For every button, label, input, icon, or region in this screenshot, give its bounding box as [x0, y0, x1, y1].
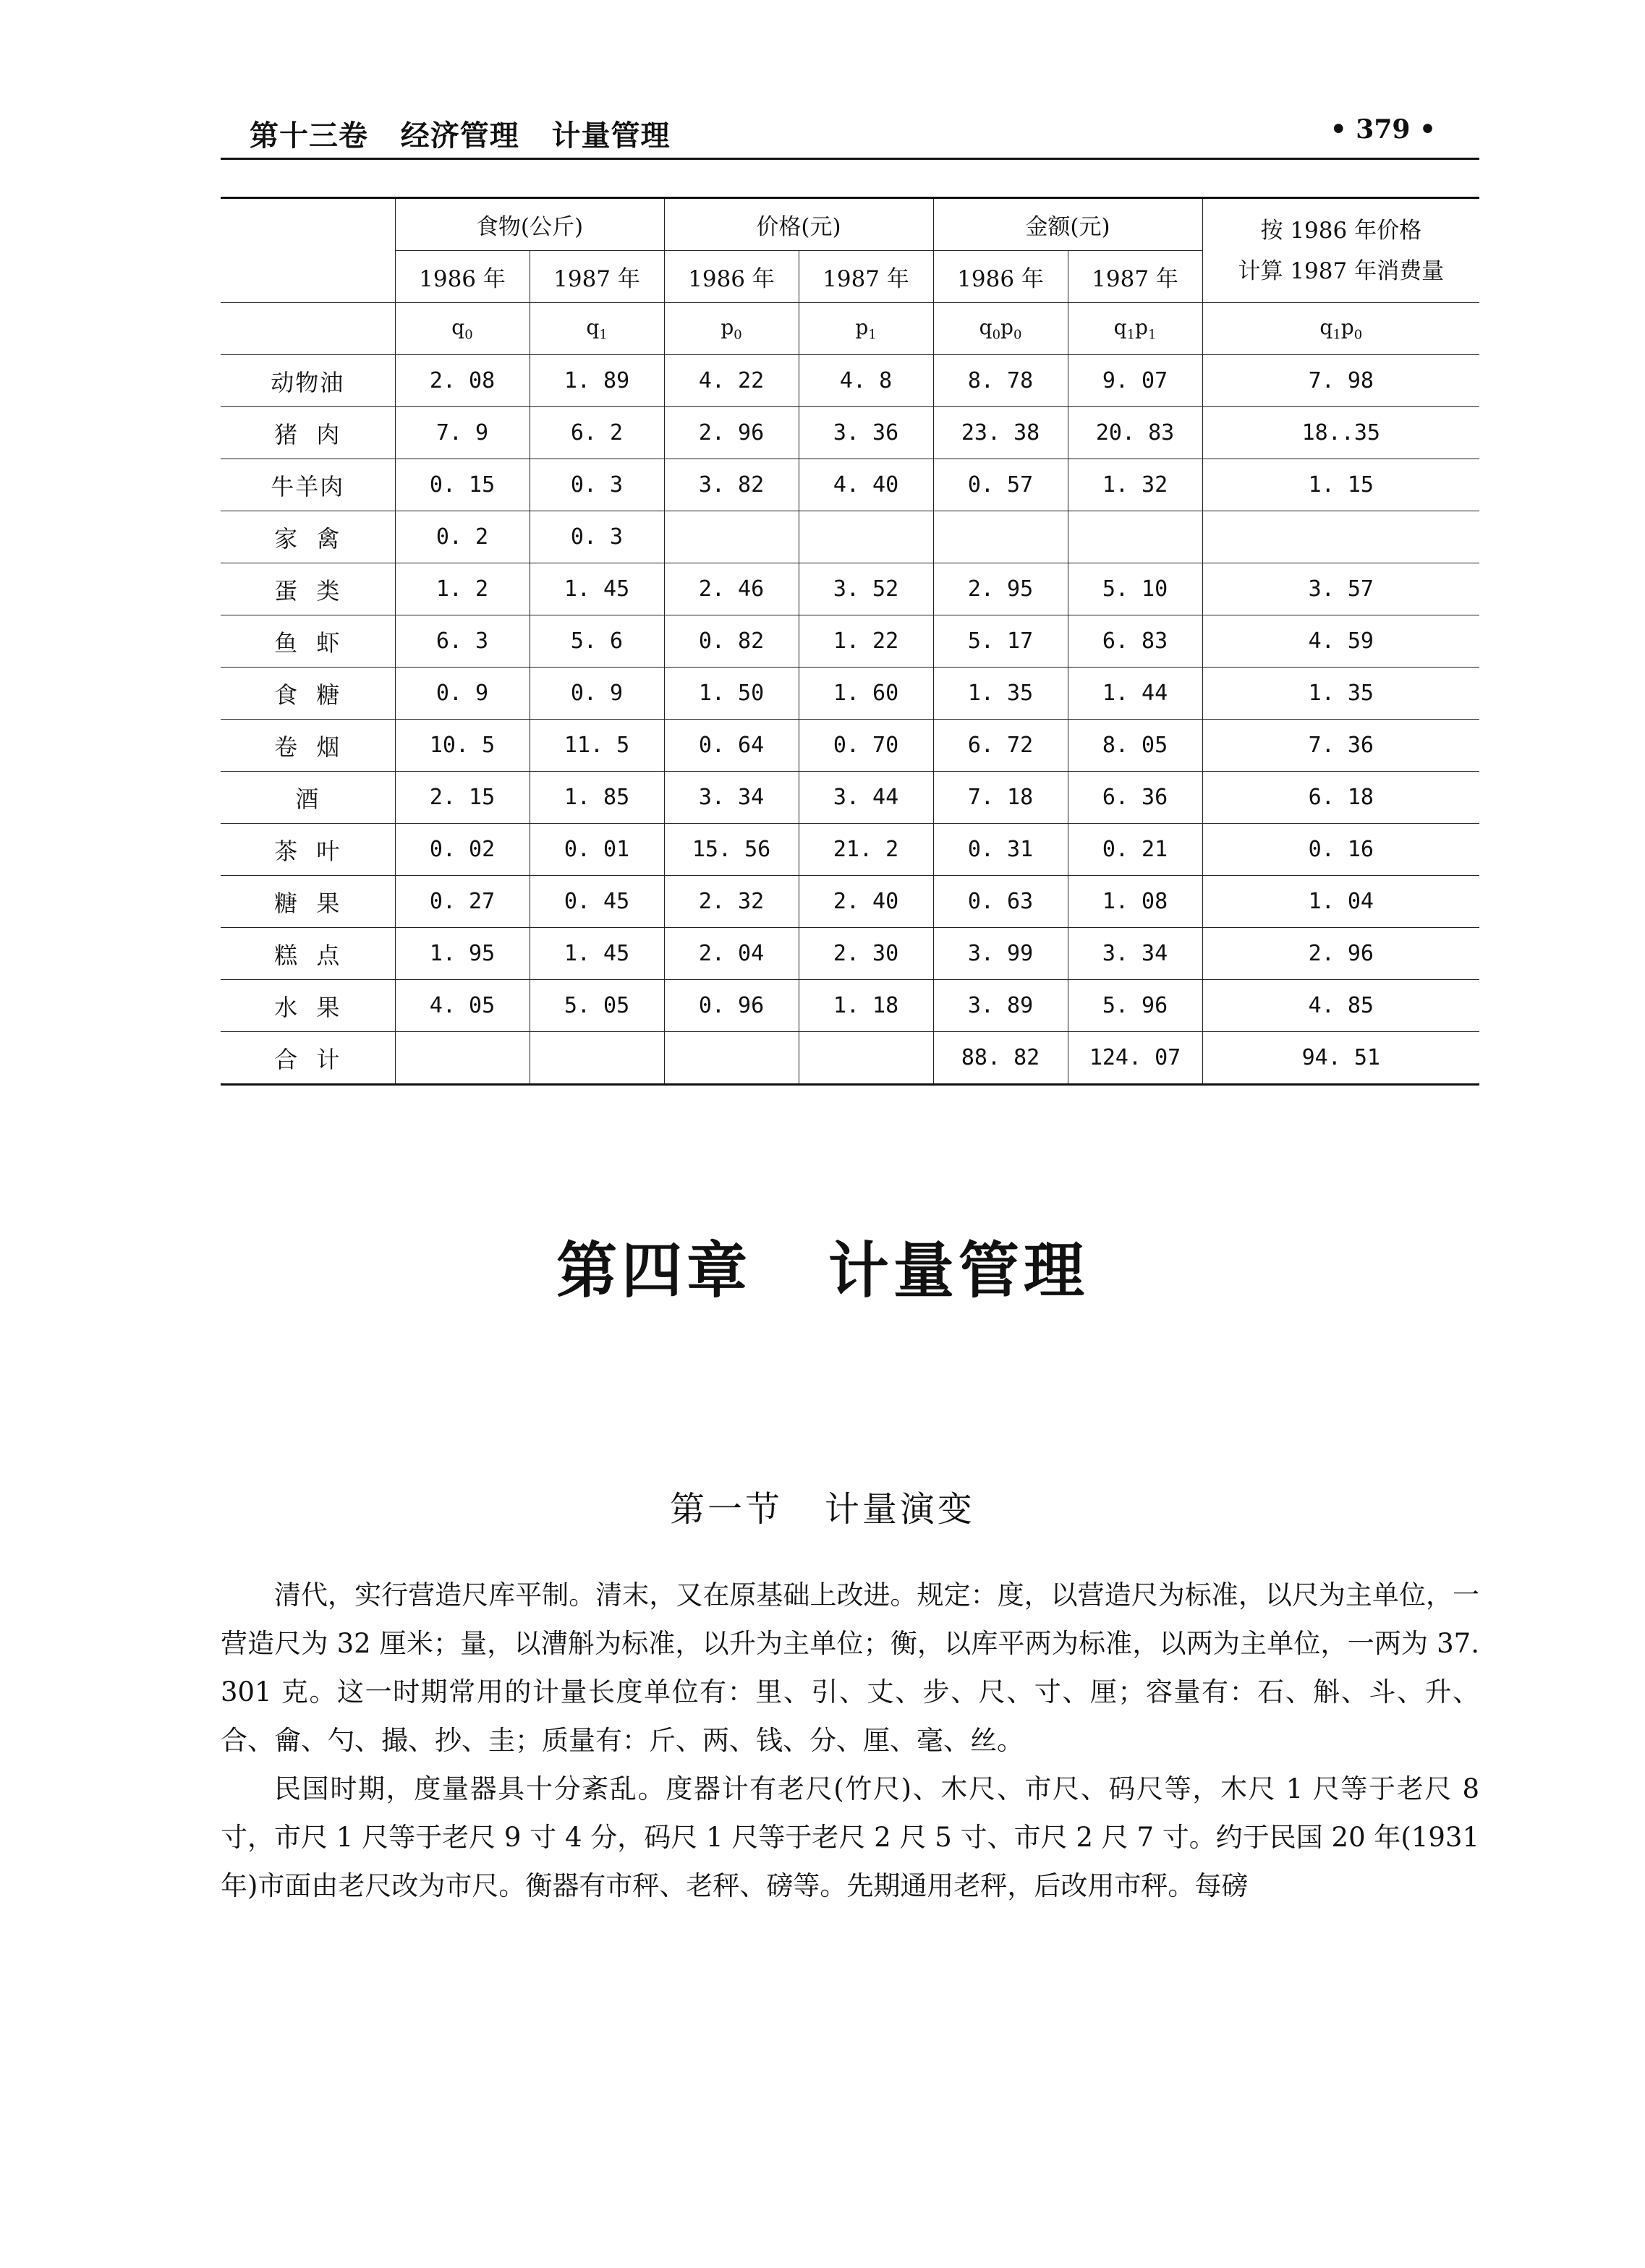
chapter-title: 第四章 计量管理	[556, 1235, 1089, 1306]
row-label: 糖 果	[221, 876, 395, 928]
table-cell: 124. 07	[1068, 1032, 1202, 1085]
table-cell: 2. 08	[395, 355, 530, 407]
header-group-price: 价格(元)	[664, 198, 933, 251]
row-label: 合 计	[221, 1032, 395, 1085]
header-symbol: $p_1$	[799, 303, 933, 355]
table-cell: 4. 59	[1202, 615, 1479, 668]
consumption-table	[221, 197, 1479, 1086]
table-row	[221, 668, 1479, 720]
header-symbol: $q_1$	[530, 303, 664, 355]
table-row	[221, 459, 1479, 511]
body-text	[221, 1571, 1479, 1910]
table-cell: 0. 70	[799, 720, 933, 772]
table-cell: 0. 63	[933, 876, 1068, 928]
row-label: 牛羊肉	[221, 459, 395, 511]
table-cell: 0. 21	[1068, 824, 1202, 876]
table-cell: 0. 31	[933, 824, 1068, 876]
header-note-line-2: 计算 1987 年消费量	[1238, 257, 1445, 284]
page-number: • 379 •	[1330, 114, 1436, 145]
table-cell: 1. 22	[799, 615, 933, 668]
table-cell: 1. 44	[1068, 668, 1202, 720]
table-cell: 15. 56	[664, 824, 799, 876]
table-cell: 1. 89	[530, 355, 664, 407]
table-cell: 2. 32	[664, 876, 799, 928]
table-cell: 0. 57	[933, 459, 1068, 511]
table-cell: 4. 8	[799, 355, 933, 407]
table-cell: 5. 05	[530, 980, 664, 1032]
table-cell: 7. 98	[1202, 355, 1479, 407]
table-row	[221, 511, 1479, 563]
table-cell: 0. 02	[395, 824, 530, 876]
header-group-food: 食物(公斤)	[395, 198, 664, 251]
table-cell: 0. 3	[530, 511, 664, 563]
table-cell: 3. 82	[664, 459, 799, 511]
table-cell: 3. 57	[1202, 563, 1479, 615]
table-cell: 5. 96	[1068, 980, 1202, 1032]
table-row	[221, 563, 1479, 615]
table-row	[221, 928, 1479, 980]
table-row	[221, 824, 1479, 876]
header-corner-cell	[221, 198, 395, 303]
table-cell	[799, 511, 933, 563]
table-cell: 1. 08	[1068, 876, 1202, 928]
table-row	[221, 772, 1479, 824]
table-cell: 11. 5	[530, 720, 664, 772]
row-label: 猪 肉	[221, 407, 395, 459]
table-cell: 1. 45	[530, 928, 664, 980]
table-cell: 0. 9	[530, 668, 664, 720]
table-row	[221, 615, 1479, 668]
row-label: 茶 叶	[221, 824, 395, 876]
running-title: 第十三卷 经济管理 计量管理	[250, 119, 671, 153]
table-cell: 1. 95	[395, 928, 530, 980]
header-row-groups	[221, 198, 1479, 251]
table-cell: 3. 52	[799, 563, 933, 615]
table-cell: 5. 10	[1068, 563, 1202, 615]
table-row	[221, 876, 1479, 928]
row-label: 蛋 类	[221, 563, 395, 615]
table-cell: 2. 15	[395, 772, 530, 824]
table-cell: 1. 60	[799, 668, 933, 720]
table-cell: 0. 82	[664, 615, 799, 668]
table-cell: 0. 45	[530, 876, 664, 928]
table-cell	[395, 1032, 530, 1085]
header-year: 1986 年	[933, 251, 1068, 303]
table-cell: 0. 15	[395, 459, 530, 511]
table-cell: 0. 27	[395, 876, 530, 928]
table-cell: 2. 30	[799, 928, 933, 980]
row-label: 水 果	[221, 980, 395, 1032]
table-cell: 0. 3	[530, 459, 664, 511]
table-cell: 5. 6	[530, 615, 664, 668]
header-year: 1987 年	[1068, 251, 1202, 303]
table-cell: 2. 95	[933, 563, 1068, 615]
table-cell: 0. 64	[664, 720, 799, 772]
table-cell: 10. 5	[395, 720, 530, 772]
table-cell: 94. 51	[1202, 1032, 1479, 1085]
header-year: 1986 年	[395, 251, 530, 303]
header-symbol: $q_0p_0$	[933, 303, 1068, 355]
table-cell	[530, 1032, 664, 1085]
table-cell: 0. 96	[664, 980, 799, 1032]
row-label: 食 糖	[221, 668, 395, 720]
row-label: 酒	[221, 772, 395, 824]
header-row-symbols	[221, 303, 1479, 355]
table-cell: 8. 78	[933, 355, 1068, 407]
table-cell: 6. 18	[1202, 772, 1479, 824]
table-row	[221, 980, 1479, 1032]
table-cell: 4. 85	[1202, 980, 1479, 1032]
table-body	[221, 355, 1479, 1085]
table-cell: 4. 22	[664, 355, 799, 407]
header-group-amount: 金额(元)	[933, 198, 1202, 251]
header-year: 1986 年	[664, 251, 799, 303]
table-cell: 21. 2	[799, 824, 933, 876]
table-cell: 1. 18	[799, 980, 933, 1032]
table-cell: 0. 16	[1202, 824, 1479, 876]
table-cell: 6. 36	[1068, 772, 1202, 824]
header-symbol: $q_1p_1$	[1068, 303, 1202, 355]
table-cell: 3. 99	[933, 928, 1068, 980]
table-cell: 7. 18	[933, 772, 1068, 824]
table-cell: 1. 35	[933, 668, 1068, 720]
table-cell: 1. 50	[664, 668, 799, 720]
table-cell: 6. 3	[395, 615, 530, 668]
header-year: 1987 年	[799, 251, 933, 303]
table-row	[221, 355, 1479, 407]
table-cell: 2. 46	[664, 563, 799, 615]
header-year: 1987 年	[530, 251, 664, 303]
row-label: 家 禽	[221, 511, 395, 563]
table-header	[221, 198, 1479, 355]
table-cell: 4. 05	[395, 980, 530, 1032]
table-cell: 9. 07	[1068, 355, 1202, 407]
header-note-line-1: 按 1986 年价格	[1260, 217, 1422, 244]
table-cell: 0. 2	[395, 511, 530, 563]
table-cell	[799, 1032, 933, 1085]
table-cell: 4. 40	[799, 459, 933, 511]
table-cell	[933, 511, 1068, 563]
table-cell: 7. 9	[395, 407, 530, 459]
table-cell: 1. 35	[1202, 668, 1479, 720]
table-cell: 6. 2	[530, 407, 664, 459]
table-cell: 3. 34	[1068, 928, 1202, 980]
table-cell: 20. 83	[1068, 407, 1202, 459]
paragraph: 民国时期，度量器具十分紊乱。度器计有老尺(竹尺)、木尺、市尺、码尺等，木尺 1 尺等于老尺 8 寸，市尺 1 尺等于老尺 9 寸 4 分，码尺 1 尺等于老尺 2 尺 5 寸、市尺 2 尺 7 寸。约于民国 20 年(1931 年)市面由老尺改为市尺。衡器有市秤、老秤、磅等。先期通用老秤，后改用市秤。每磅	[221, 1773, 1479, 1901]
header-symbol-blank	[221, 303, 395, 355]
row-label: 鱼 虾	[221, 615, 395, 668]
table-cell	[664, 1032, 799, 1085]
table-row	[221, 1032, 1479, 1085]
table-cell: 0. 9	[395, 668, 530, 720]
table-cell: 5. 17	[933, 615, 1068, 668]
table-cell: 23. 38	[933, 407, 1068, 459]
table-cell: 1. 2	[395, 563, 530, 615]
page-header	[221, 108, 1479, 160]
header-symbol: $q_1p_0$	[1202, 303, 1479, 355]
table-cell: 3. 34	[664, 772, 799, 824]
table-cell: 2. 96	[1202, 928, 1479, 980]
table-cell: 18..35	[1202, 407, 1479, 459]
table-cell: 2. 04	[664, 928, 799, 980]
header-note	[1202, 198, 1479, 303]
table-row	[221, 720, 1479, 772]
row-label: 卷 烟	[221, 720, 395, 772]
table-cell: 6. 83	[1068, 615, 1202, 668]
section-title: 第一节 计量演变	[670, 1489, 975, 1530]
table-cell: 8. 05	[1068, 720, 1202, 772]
header-symbol: $q_0$	[395, 303, 530, 355]
table-row	[221, 407, 1479, 459]
table-cell: 1. 15	[1202, 459, 1479, 511]
table-cell	[1202, 511, 1479, 563]
table-cell: 7. 36	[1202, 720, 1479, 772]
row-label: 糕 点	[221, 928, 395, 980]
table-cell: 6. 72	[933, 720, 1068, 772]
table-cell: 2. 40	[799, 876, 933, 928]
header-symbol: $p_0$	[664, 303, 799, 355]
paragraph: 清代，实行营造尺库平制。清末，又在原基础上改进。规定：度，以营造尺为标准，以尺为主单位，一营造尺为 32 厘米；量，以漕斛为标准，以升为主单位；衡，以库平两为标准，以两为主单位，一两为 37. 301 克。这一时期常用的计量长度单位有：里、引、丈、步、尺、寸、厘；容量有：石、斛、斗、升、合、龠、勺、撮、抄、圭；质量有：斤、两、钱、分、厘、毫、丝。	[221, 1580, 1479, 1756]
table-cell: 3. 36	[799, 407, 933, 459]
table-cell: 3. 44	[799, 772, 933, 824]
table-cell	[1068, 511, 1202, 563]
table-cell: 1. 45	[530, 563, 664, 615]
table-cell: 2. 96	[664, 407, 799, 459]
table-cell: 1. 04	[1202, 876, 1479, 928]
consumption-table-container	[221, 197, 1479, 1086]
table-cell: 0. 01	[530, 824, 664, 876]
row-label: 动物油	[221, 355, 395, 407]
table-cell: 1. 85	[530, 772, 664, 824]
table-cell: 3. 89	[933, 980, 1068, 1032]
table-cell	[664, 511, 799, 563]
table-cell: 88. 82	[933, 1032, 1068, 1085]
table-cell: 1. 32	[1068, 459, 1202, 511]
